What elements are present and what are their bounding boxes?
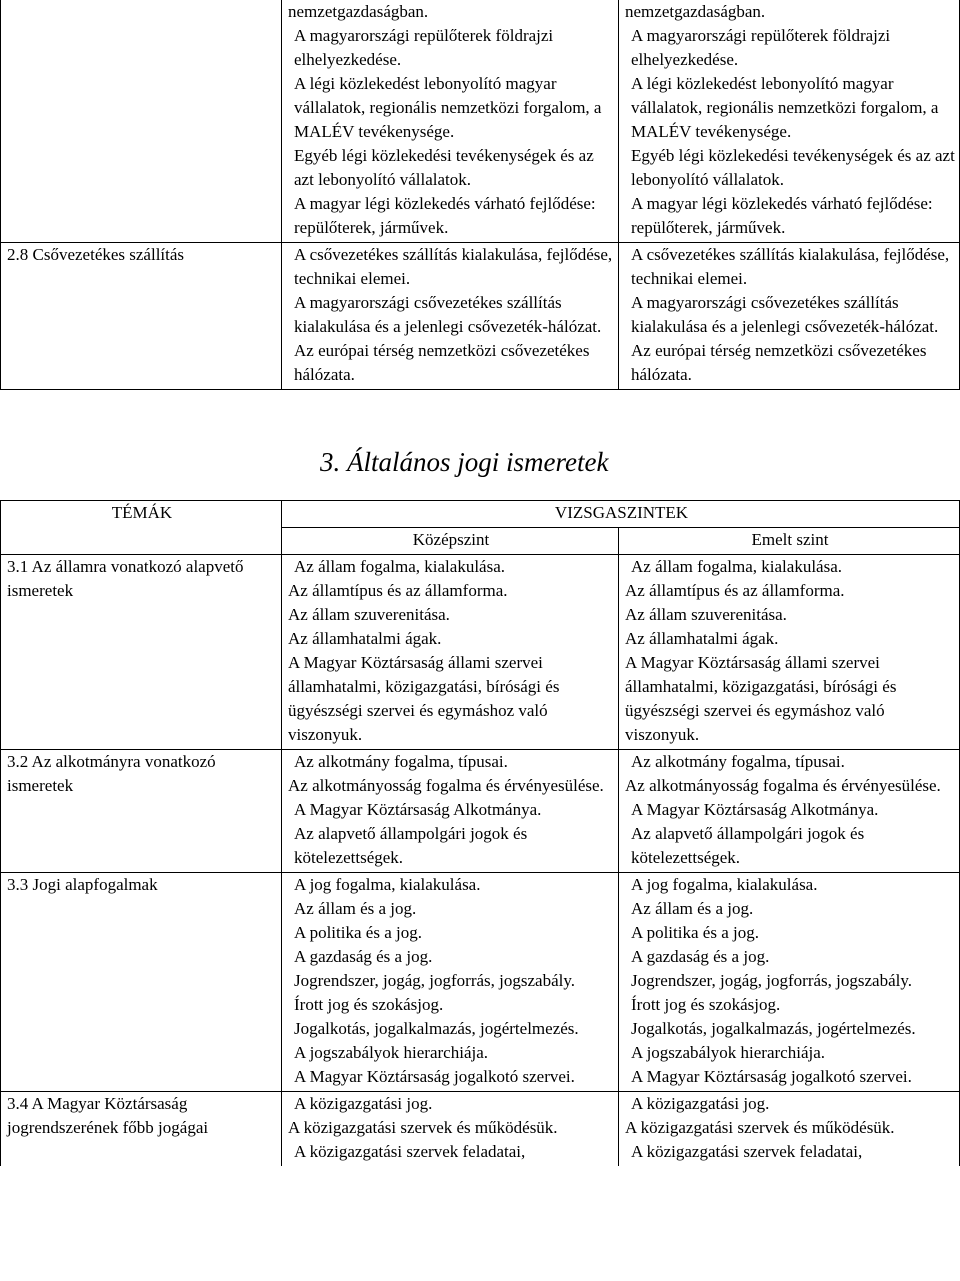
- content-item: Írott jog és szokásjog.: [294, 995, 444, 1014]
- content-item: Az európai térség nemzetközi csővezetékes hálózata.: [294, 341, 590, 384]
- legal-knowledge-table: [0, 500, 960, 1166]
- table-row: [1, 873, 960, 1092]
- table-row: [1, 243, 960, 390]
- content-item: A magyar légi közlekedés várható fejlődése: repülőterek, járművek.: [631, 194, 933, 237]
- content-item: Jogrendszer, jogág, jogforrás, jogszabály.: [631, 971, 912, 990]
- table-row: [1, 555, 960, 750]
- high-level-cell: [619, 873, 960, 1092]
- content-item: A gazdaság és a jog.: [294, 947, 433, 966]
- content-item: A jog fogalma, kialakulása.: [294, 875, 481, 894]
- content-item: Az államtípus és az államforma.: [625, 581, 845, 600]
- content-item: A politika és a jog.: [631, 923, 759, 942]
- content-item: Az európai térség nemzetközi csővezetékes hálózata.: [631, 341, 927, 384]
- content-item: Az államhatalmi ágak.: [625, 629, 779, 648]
- content-item: Az államhatalmi ágak.: [288, 629, 442, 648]
- mid-level-cell: [282, 750, 619, 873]
- content-item: Írott jog és szokásjog.: [631, 995, 781, 1014]
- mid-level-header: Középszint: [282, 528, 619, 555]
- content-item: Jogalkotás, jogalkalmazás, jogértelmezés.: [294, 1019, 579, 1038]
- high-level-cell: [619, 555, 960, 750]
- content-item: A Magyar Köztársaság Alkotmánya.: [294, 800, 542, 819]
- content-item: Az államtípus és az államforma.: [288, 581, 508, 600]
- content-item: A magyar légi közlekedés várható fejlődése: repülőterek, járművek.: [294, 194, 596, 237]
- content-item: Az állam szuverenitása.: [288, 605, 450, 624]
- content-item: A magyarországi csővezetékes szállítás kialakulása és a jelenlegi csővezeték-hálózat.: [631, 293, 939, 336]
- mid-level-cell: [282, 243, 619, 390]
- content-item: Az állam fogalma, kialakulása.: [631, 557, 842, 576]
- content-item: Az állam és a jog.: [631, 899, 754, 918]
- content-item: nemzetgazdaságban.: [625, 2, 766, 21]
- levels-header: VIZSGASZINTEK: [282, 501, 960, 528]
- content-item: A jog fogalma, kialakulása.: [631, 875, 818, 894]
- content-item: A magyarországi repülőterek földrajzi elhelyezkedése.: [631, 26, 891, 69]
- topic-cell: 3.4 A Magyar Köztársaság jogrendszerének főbb jogágai: [1, 1092, 282, 1167]
- curriculum-table-part-2: [0, 0, 960, 390]
- content-item: Az állam és a jog.: [294, 899, 417, 918]
- content-item: A Magyar Köztársaság állami szervei államhatalmi, közigazgatási, bírósági és ügyészségi szervei és egymáshoz való viszonyuk.: [288, 653, 560, 744]
- mid-level-cell: [282, 0, 619, 243]
- content-item: Az alapvető állampolgári jogok és kötelezettségek.: [631, 824, 865, 867]
- high-level-cell: [619, 1092, 960, 1167]
- mid-level-cell: [282, 555, 619, 750]
- topic-cell: 2.8 Csővezetékes szállítás: [1, 243, 282, 390]
- table-row: [1, 1092, 960, 1167]
- content-item: A Magyar Köztársaság jogalkotó szervei.: [631, 1067, 912, 1086]
- high-level-header: Emelt szint: [619, 528, 960, 555]
- content-item: A csővezetékes szállítás kialakulása, fejlődése, technikai elemei.: [294, 245, 613, 288]
- content-item: A közigazgatási jog.: [294, 1094, 433, 1113]
- content-item: A csővezetékes szállítás kialakulása, fejlődése, technikai elemei.: [631, 245, 950, 288]
- content-item: A Magyar Köztársaság Alkotmánya.: [631, 800, 879, 819]
- table-row: [1, 750, 960, 873]
- content-item: Jogrendszer, jogág, jogforrás, jogszabály.: [294, 971, 575, 990]
- content-item: A magyarországi repülőterek földrajzi elhelyezkedése.: [294, 26, 554, 69]
- content-item: Az alkotmány fogalma, típusai.: [631, 752, 845, 771]
- content-item: A közigazgatási szervek és működésük.: [288, 1118, 558, 1137]
- table-row: [1, 0, 960, 243]
- topic-cell: 3.2 Az alkotmányra vonatkozó ismeretek: [1, 750, 282, 873]
- content-item: Az állam fogalma, kialakulása.: [294, 557, 505, 576]
- content-item: A politika és a jog.: [294, 923, 422, 942]
- content-item: A magyarországi csővezetékes szállítás kialakulása és a jelenlegi csővezeték-hálózat.: [294, 293, 602, 336]
- content-item: A közigazgatási szervek feladatai,: [294, 1142, 526, 1161]
- high-level-cell: [619, 243, 960, 390]
- topic-cell: [1, 0, 282, 243]
- topic-cell: 3.3 Jogi alapfogalmak: [1, 873, 282, 1092]
- content-item: A jogszabályok hierarchiája.: [631, 1043, 826, 1062]
- content-item: Egyéb légi közlekedési tevékenységek és az azt lebonyolító vállalatok.: [631, 146, 955, 189]
- content-item: Az alapvető állampolgári jogok és kötelezettségek.: [294, 824, 528, 867]
- topic-cell: 3.1 Az államra vonatkozó alapvető ismeretek: [1, 555, 282, 750]
- section-title: 3. Általános jogi ismeretek: [320, 447, 609, 477]
- mid-level-cell: [282, 873, 619, 1092]
- content-item: A közigazgatási szervek és működésük.: [625, 1118, 895, 1137]
- content-item: A Magyar Köztársaság jogalkotó szervei.: [294, 1067, 575, 1086]
- content-item: Az alkotmányosság fogalma és érvényesülése.: [288, 776, 604, 795]
- content-item: A közigazgatási szervek feladatai,: [631, 1142, 863, 1161]
- content-item: Az állam szuverenitása.: [625, 605, 787, 624]
- content-item: Egyéb légi közlekedési tevékenységek és az azt lebonyolító vállalatok.: [294, 146, 594, 189]
- content-item: A gazdaság és a jog.: [631, 947, 770, 966]
- header-row: [1, 501, 960, 528]
- high-level-cell: [619, 750, 960, 873]
- content-item: nemzetgazdaságban.: [288, 2, 429, 21]
- high-level-cell: [619, 0, 960, 243]
- content-item: A jogszabályok hierarchiája.: [294, 1043, 489, 1062]
- content-item: A Magyar Köztársaság állami szervei államhatalmi, közigazgatási, bírósági és ügyészségi szervei és egymáshoz való viszonyuk.: [625, 653, 897, 744]
- content-item: A közigazgatási jog.: [631, 1094, 770, 1113]
- content-item: A légi közlekedést lebonyolító magyar vállalatok, regionális nemzetközi forgalom, a MALÉV tevékenysége.: [294, 74, 602, 141]
- content-item: Az alkotmány fogalma, típusai.: [294, 752, 508, 771]
- content-item: Az alkotmányosság fogalma és érvényesülése.: [625, 776, 941, 795]
- topics-header: TÉMÁK: [1, 501, 282, 555]
- content-item: Jogalkotás, jogalkalmazás, jogértelmezés.: [631, 1019, 916, 1038]
- mid-level-cell: [282, 1092, 619, 1167]
- content-item: A légi közlekedést lebonyolító magyar vállalatok, regionális nemzetközi forgalom, a MALÉV tevékenysége.: [631, 74, 939, 141]
